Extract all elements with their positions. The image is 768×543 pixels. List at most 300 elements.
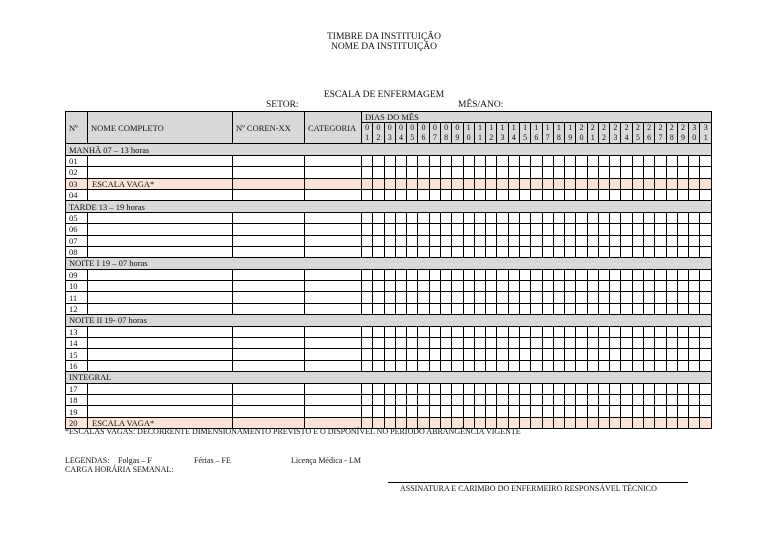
day-cell[interactable]	[440, 212, 451, 223]
day-cell[interactable]	[542, 349, 553, 360]
day-cell[interactable]	[452, 338, 463, 349]
coren-cell[interactable]	[233, 349, 305, 360]
day-cell[interactable]	[677, 178, 688, 189]
day-cell[interactable]	[576, 326, 587, 337]
day-cell[interactable]	[497, 224, 508, 235]
day-cell[interactable]	[553, 349, 564, 360]
day-cell[interactable]	[700, 394, 712, 405]
day-cell[interactable]	[542, 189, 553, 200]
day-cell[interactable]	[700, 235, 712, 246]
day-cell[interactable]	[384, 178, 395, 189]
day-cell[interactable]	[418, 189, 429, 200]
day-cell[interactable]	[486, 303, 497, 314]
day-cell[interactable]	[666, 303, 677, 314]
day-cell[interactable]	[407, 383, 418, 394]
day-cell[interactable]	[362, 326, 373, 337]
day-cell[interactable]	[395, 338, 406, 349]
day-cell[interactable]	[598, 155, 609, 166]
day-cell[interactable]	[474, 349, 485, 360]
day-cell[interactable]	[407, 269, 418, 280]
day-cell[interactable]	[565, 189, 576, 200]
day-cell[interactable]	[486, 281, 497, 292]
day-cell[interactable]	[519, 292, 530, 303]
categoria-cell[interactable]	[305, 383, 362, 394]
day-cell[interactable]	[644, 338, 655, 349]
day-cell[interactable]	[508, 281, 519, 292]
day-cell[interactable]	[542, 326, 553, 337]
categoria-cell[interactable]	[305, 338, 362, 349]
day-cell[interactable]	[418, 212, 429, 223]
day-cell[interactable]	[519, 235, 530, 246]
day-cell[interactable]	[463, 292, 474, 303]
day-cell[interactable]	[689, 338, 700, 349]
day-cell[interactable]	[440, 383, 451, 394]
day-cell[interactable]	[463, 360, 474, 371]
day-cell[interactable]	[463, 303, 474, 314]
day-cell[interactable]	[632, 224, 643, 235]
day-cell[interactable]	[677, 406, 688, 417]
day-cell[interactable]	[407, 235, 418, 246]
day-cell[interactable]	[395, 360, 406, 371]
day-cell[interactable]	[531, 292, 542, 303]
coren-cell[interactable]	[233, 224, 305, 235]
day-cell[interactable]	[373, 178, 384, 189]
day-cell[interactable]	[440, 178, 451, 189]
day-cell[interactable]	[384, 303, 395, 314]
day-cell[interactable]	[362, 235, 373, 246]
day-cell[interactable]	[621, 167, 632, 178]
day-cell[interactable]	[576, 394, 587, 405]
day-cell[interactable]	[666, 326, 677, 337]
day-cell[interactable]	[576, 360, 587, 371]
day-cell[interactable]	[407, 292, 418, 303]
day-cell[interactable]	[689, 167, 700, 178]
day-cell[interactable]	[463, 246, 474, 257]
day-cell[interactable]	[677, 417, 688, 428]
day-cell[interactable]	[610, 292, 621, 303]
coren-cell[interactable]	[233, 235, 305, 246]
day-cell[interactable]	[587, 338, 598, 349]
day-cell[interactable]	[700, 383, 712, 394]
day-cell[interactable]	[531, 224, 542, 235]
day-cell[interactable]	[362, 360, 373, 371]
day-cell[interactable]	[429, 167, 440, 178]
day-cell[interactable]	[553, 167, 564, 178]
day-cell[interactable]	[463, 326, 474, 337]
day-cell[interactable]	[644, 360, 655, 371]
day-cell[interactable]	[621, 224, 632, 235]
day-cell[interactable]	[474, 394, 485, 405]
day-cell[interactable]	[452, 349, 463, 360]
day-cell[interactable]	[576, 292, 587, 303]
day-cell[interactable]	[587, 224, 598, 235]
day-cell[interactable]	[440, 338, 451, 349]
day-cell[interactable]	[700, 167, 712, 178]
day-cell[interactable]	[610, 178, 621, 189]
day-cell[interactable]	[486, 269, 497, 280]
day-cell[interactable]	[553, 394, 564, 405]
day-cell[interactable]	[587, 189, 598, 200]
day-cell[interactable]	[565, 394, 576, 405]
day-cell[interactable]	[474, 360, 485, 371]
day-cell[interactable]	[497, 212, 508, 223]
day-cell[interactable]	[362, 383, 373, 394]
day-cell[interactable]	[644, 349, 655, 360]
day-cell[interactable]	[553, 269, 564, 280]
day-cell[interactable]	[508, 269, 519, 280]
day-cell[interactable]	[621, 303, 632, 314]
day-cell[interactable]	[666, 224, 677, 235]
day-cell[interactable]	[542, 246, 553, 257]
day-cell[interactable]	[418, 269, 429, 280]
day-cell[interactable]	[644, 406, 655, 417]
day-cell[interactable]	[486, 383, 497, 394]
day-cell[interactable]	[440, 246, 451, 257]
day-cell[interactable]	[497, 303, 508, 314]
day-cell[interactable]	[644, 235, 655, 246]
day-cell[interactable]	[440, 224, 451, 235]
day-cell[interactable]	[632, 349, 643, 360]
day-cell[interactable]	[531, 189, 542, 200]
day-cell[interactable]	[519, 406, 530, 417]
day-cell[interactable]	[565, 383, 576, 394]
day-cell[interactable]	[542, 394, 553, 405]
day-cell[interactable]	[474, 338, 485, 349]
day-cell[interactable]	[519, 360, 530, 371]
day-cell[interactable]	[610, 224, 621, 235]
day-cell[interactable]	[655, 338, 666, 349]
day-cell[interactable]	[531, 178, 542, 189]
day-cell[interactable]	[700, 281, 712, 292]
day-cell[interactable]	[531, 269, 542, 280]
day-cell[interactable]	[632, 212, 643, 223]
day-cell[interactable]	[565, 338, 576, 349]
day-cell[interactable]	[632, 189, 643, 200]
day-cell[interactable]	[418, 338, 429, 349]
day-cell[interactable]	[418, 155, 429, 166]
coren-cell[interactable]	[233, 394, 305, 405]
day-cell[interactable]	[553, 155, 564, 166]
day-cell[interactable]	[689, 349, 700, 360]
day-cell[interactable]	[384, 360, 395, 371]
day-cell[interactable]	[621, 383, 632, 394]
day-cell[interactable]	[452, 303, 463, 314]
day-cell[interactable]	[700, 349, 712, 360]
day-cell[interactable]	[474, 303, 485, 314]
day-cell[interactable]	[519, 326, 530, 337]
day-cell[interactable]	[440, 281, 451, 292]
day-cell[interactable]	[452, 360, 463, 371]
day-cell[interactable]	[576, 189, 587, 200]
day-cell[interactable]	[429, 224, 440, 235]
day-cell[interactable]	[700, 189, 712, 200]
day-cell[interactable]	[587, 178, 598, 189]
day-cell[interactable]	[519, 269, 530, 280]
day-cell[interactable]	[384, 189, 395, 200]
day-cell[interactable]	[677, 394, 688, 405]
day-cell[interactable]	[610, 338, 621, 349]
day-cell[interactable]	[655, 383, 666, 394]
day-cell[interactable]	[508, 212, 519, 223]
day-cell[interactable]	[395, 178, 406, 189]
day-cell[interactable]	[677, 349, 688, 360]
day-cell[interactable]	[407, 224, 418, 235]
day-cell[interactable]	[474, 224, 485, 235]
day-cell[interactable]	[655, 292, 666, 303]
day-cell[interactable]	[531, 212, 542, 223]
day-cell[interactable]	[655, 155, 666, 166]
day-cell[interactable]	[497, 167, 508, 178]
day-cell[interactable]	[362, 212, 373, 223]
day-cell[interactable]	[429, 155, 440, 166]
day-cell[interactable]	[508, 303, 519, 314]
day-cell[interactable]	[395, 246, 406, 257]
day-cell[interactable]	[452, 189, 463, 200]
day-cell[interactable]	[598, 417, 609, 428]
day-cell[interactable]	[689, 406, 700, 417]
day-cell[interactable]	[497, 269, 508, 280]
day-cell[interactable]	[576, 349, 587, 360]
day-cell[interactable]	[610, 281, 621, 292]
day-cell[interactable]	[362, 155, 373, 166]
day-cell[interactable]	[508, 189, 519, 200]
day-cell[interactable]	[644, 292, 655, 303]
day-cell[interactable]	[621, 406, 632, 417]
day-cell[interactable]	[531, 235, 542, 246]
day-cell[interactable]	[576, 178, 587, 189]
day-cell[interactable]	[644, 417, 655, 428]
day-cell[interactable]	[440, 326, 451, 337]
day-cell[interactable]	[384, 406, 395, 417]
day-cell[interactable]	[362, 281, 373, 292]
day-cell[interactable]	[655, 178, 666, 189]
day-cell[interactable]	[542, 406, 553, 417]
day-cell[interactable]	[531, 349, 542, 360]
categoria-cell[interactable]	[305, 178, 362, 189]
nome-completo-cell[interactable]	[88, 406, 233, 417]
nome-completo-cell[interactable]	[88, 224, 233, 235]
day-cell[interactable]	[565, 349, 576, 360]
day-cell[interactable]	[519, 178, 530, 189]
categoria-cell[interactable]	[305, 281, 362, 292]
day-cell[interactable]	[463, 167, 474, 178]
day-cell[interactable]	[531, 281, 542, 292]
day-cell[interactable]	[655, 246, 666, 257]
day-cell[interactable]	[565, 167, 576, 178]
day-cell[interactable]	[407, 406, 418, 417]
day-cell[interactable]	[508, 178, 519, 189]
day-cell[interactable]	[395, 189, 406, 200]
day-cell[interactable]	[542, 269, 553, 280]
day-cell[interactable]	[632, 292, 643, 303]
day-cell[interactable]	[373, 349, 384, 360]
day-cell[interactable]	[655, 189, 666, 200]
day-cell[interactable]	[452, 224, 463, 235]
day-cell[interactable]	[689, 281, 700, 292]
coren-cell[interactable]	[233, 406, 305, 417]
day-cell[interactable]	[621, 326, 632, 337]
day-cell[interactable]	[644, 326, 655, 337]
day-cell[interactable]	[621, 246, 632, 257]
coren-cell[interactable]	[233, 292, 305, 303]
day-cell[interactable]	[621, 394, 632, 405]
day-cell[interactable]	[418, 235, 429, 246]
day-cell[interactable]	[486, 155, 497, 166]
day-cell[interactable]	[576, 338, 587, 349]
day-cell[interactable]	[576, 155, 587, 166]
day-cell[interactable]	[508, 224, 519, 235]
day-cell[interactable]	[362, 338, 373, 349]
day-cell[interactable]	[440, 360, 451, 371]
categoria-cell[interactable]	[305, 292, 362, 303]
day-cell[interactable]	[587, 235, 598, 246]
day-cell[interactable]	[373, 383, 384, 394]
categoria-cell[interactable]	[305, 189, 362, 200]
day-cell[interactable]	[621, 269, 632, 280]
day-cell[interactable]	[610, 417, 621, 428]
day-cell[interactable]	[598, 292, 609, 303]
day-cell[interactable]	[632, 246, 643, 257]
day-cell[interactable]	[531, 406, 542, 417]
day-cell[interactable]	[666, 167, 677, 178]
day-cell[interactable]	[644, 246, 655, 257]
day-cell[interactable]	[407, 360, 418, 371]
day-cell[interactable]	[689, 326, 700, 337]
day-cell[interactable]	[531, 167, 542, 178]
day-cell[interactable]	[621, 417, 632, 428]
day-cell[interactable]	[497, 246, 508, 257]
day-cell[interactable]	[486, 349, 497, 360]
day-cell[interactable]	[576, 246, 587, 257]
day-cell[interactable]	[486, 167, 497, 178]
nome-completo-cell[interactable]	[88, 167, 233, 178]
day-cell[interactable]	[531, 326, 542, 337]
day-cell[interactable]	[587, 167, 598, 178]
day-cell[interactable]	[407, 167, 418, 178]
day-cell[interactable]	[565, 235, 576, 246]
coren-cell[interactable]	[233, 178, 305, 189]
day-cell[interactable]	[463, 189, 474, 200]
coren-cell[interactable]	[233, 360, 305, 371]
day-cell[interactable]	[598, 246, 609, 257]
day-cell[interactable]	[632, 338, 643, 349]
day-cell[interactable]	[395, 235, 406, 246]
day-cell[interactable]	[542, 360, 553, 371]
day-cell[interactable]	[576, 281, 587, 292]
day-cell[interactable]	[373, 155, 384, 166]
nome-completo-cell[interactable]	[88, 394, 233, 405]
day-cell[interactable]	[373, 246, 384, 257]
day-cell[interactable]	[655, 303, 666, 314]
nome-completo-cell[interactable]	[88, 212, 233, 223]
day-cell[interactable]	[553, 406, 564, 417]
day-cell[interactable]	[587, 303, 598, 314]
day-cell[interactable]	[418, 394, 429, 405]
day-cell[interactable]	[621, 338, 632, 349]
day-cell[interactable]	[553, 235, 564, 246]
coren-cell[interactable]	[233, 167, 305, 178]
day-cell[interactable]	[519, 155, 530, 166]
day-cell[interactable]	[632, 167, 643, 178]
day-cell[interactable]	[610, 349, 621, 360]
day-cell[interactable]	[384, 246, 395, 257]
day-cell[interactable]	[598, 281, 609, 292]
day-cell[interactable]	[486, 292, 497, 303]
day-cell[interactable]	[542, 235, 553, 246]
categoria-cell[interactable]	[305, 246, 362, 257]
day-cell[interactable]	[407, 281, 418, 292]
day-cell[interactable]	[474, 246, 485, 257]
day-cell[interactable]	[700, 417, 712, 428]
day-cell[interactable]	[632, 383, 643, 394]
day-cell[interactable]	[700, 406, 712, 417]
day-cell[interactable]	[598, 178, 609, 189]
day-cell[interactable]	[429, 394, 440, 405]
day-cell[interactable]	[531, 155, 542, 166]
day-cell[interactable]	[440, 155, 451, 166]
day-cell[interactable]	[621, 360, 632, 371]
day-cell[interactable]	[553, 326, 564, 337]
day-cell[interactable]	[689, 155, 700, 166]
categoria-cell[interactable]	[305, 224, 362, 235]
nome-completo-cell[interactable]	[88, 338, 233, 349]
day-cell[interactable]	[440, 189, 451, 200]
day-cell[interactable]	[666, 417, 677, 428]
day-cell[interactable]	[531, 338, 542, 349]
day-cell[interactable]	[497, 292, 508, 303]
day-cell[interactable]	[644, 303, 655, 314]
day-cell[interactable]	[689, 178, 700, 189]
day-cell[interactable]	[666, 189, 677, 200]
day-cell[interactable]	[553, 212, 564, 223]
day-cell[interactable]	[598, 383, 609, 394]
day-cell[interactable]	[644, 155, 655, 166]
day-cell[interactable]	[542, 167, 553, 178]
day-cell[interactable]	[418, 406, 429, 417]
day-cell[interactable]	[486, 406, 497, 417]
day-cell[interactable]	[508, 326, 519, 337]
day-cell[interactable]	[407, 212, 418, 223]
day-cell[interactable]	[362, 394, 373, 405]
day-cell[interactable]	[598, 269, 609, 280]
day-cell[interactable]	[565, 269, 576, 280]
day-cell[interactable]	[542, 281, 553, 292]
day-cell[interactable]	[598, 326, 609, 337]
day-cell[interactable]	[463, 269, 474, 280]
day-cell[interactable]	[542, 155, 553, 166]
day-cell[interactable]	[655, 394, 666, 405]
day-cell[interactable]	[373, 394, 384, 405]
day-cell[interactable]	[362, 406, 373, 417]
day-cell[interactable]	[621, 189, 632, 200]
day-cell[interactable]	[418, 224, 429, 235]
day-cell[interactable]	[407, 189, 418, 200]
day-cell[interactable]	[440, 292, 451, 303]
nome-completo-cell[interactable]: ESCALA VAGA*	[88, 178, 233, 189]
day-cell[interactable]	[463, 394, 474, 405]
day-cell[interactable]	[553, 292, 564, 303]
day-cell[interactable]	[666, 360, 677, 371]
day-cell[interactable]	[463, 349, 474, 360]
day-cell[interactable]	[519, 189, 530, 200]
day-cell[interactable]	[452, 212, 463, 223]
day-cell[interactable]	[587, 212, 598, 223]
day-cell[interactable]	[429, 349, 440, 360]
day-cell[interactable]	[384, 338, 395, 349]
day-cell[interactable]	[598, 349, 609, 360]
coren-cell[interactable]	[233, 338, 305, 349]
day-cell[interactable]	[632, 326, 643, 337]
